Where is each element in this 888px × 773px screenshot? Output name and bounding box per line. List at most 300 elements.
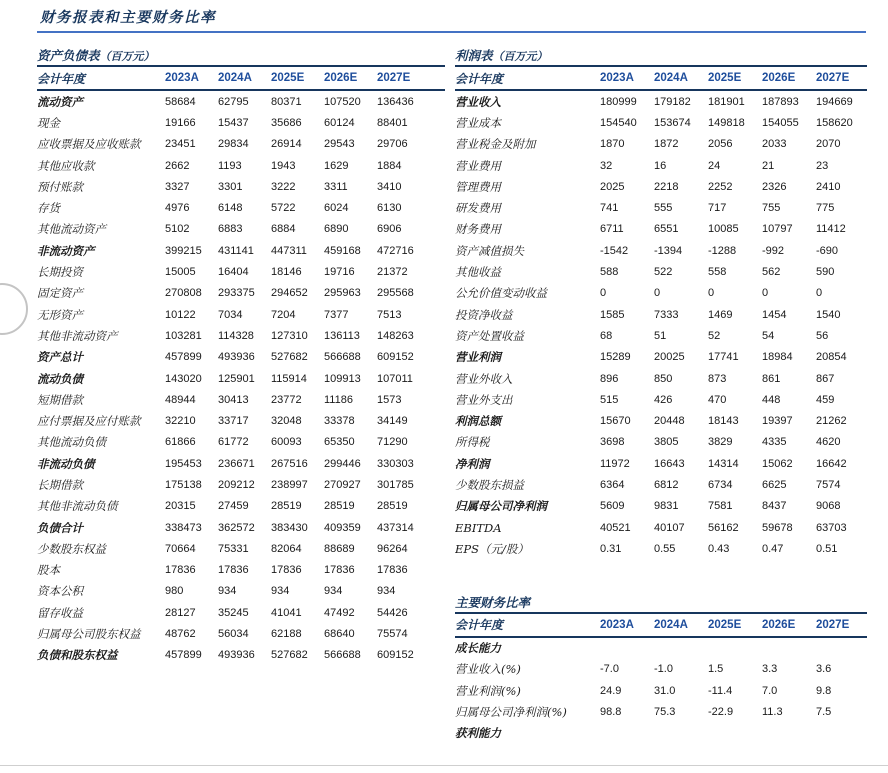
cell-value: 2662 [165, 159, 190, 172]
cell-value: 459 [816, 393, 835, 406]
financial-ratios-rows [455, 638, 867, 744]
row-label: 资产处置收益 [455, 328, 524, 343]
cell-value: 29543 [324, 138, 355, 151]
row-label: 留存收益 [37, 605, 83, 620]
cell-value: 1585 [600, 308, 625, 321]
cell-value: 238997 [271, 478, 308, 491]
row-label: 营业收入(%) [455, 662, 521, 677]
cell-value: 270808 [165, 287, 202, 300]
year-column-header: 2027E [816, 618, 850, 631]
cell-value: 136113 [324, 329, 360, 342]
cell-value: 934 [377, 585, 396, 598]
table-title-text: 主要财务比率 [455, 594, 531, 610]
cell-value: 7204 [271, 308, 296, 321]
cell-value: 4335 [762, 436, 787, 449]
cell-value: 18143 [708, 415, 739, 428]
cell-value: 6812 [654, 478, 679, 491]
cell-value: 51 [654, 329, 667, 342]
cell-value: 10085 [708, 223, 739, 236]
table-row [37, 602, 445, 623]
row-label: 流动资产 [37, 94, 83, 109]
cell-value: 187893 [762, 95, 799, 108]
cell-value: 861 [762, 372, 781, 385]
cell-value: 175138 [165, 478, 202, 491]
cell-value: 61866 [165, 436, 196, 449]
cell-value: 267516 [271, 457, 308, 470]
cell-value: 61772 [218, 436, 249, 449]
row-label: 归属母公司净利润 [455, 499, 547, 514]
cell-value: 17836 [165, 564, 196, 577]
financial-ratios-table [455, 593, 867, 744]
table-row [455, 304, 867, 325]
cell-value: 154055 [762, 116, 799, 129]
table-row [37, 155, 445, 176]
cell-value: 7581 [708, 500, 733, 513]
row-label: 资产减值损失 [455, 243, 524, 258]
cell-value: 31.0 [654, 684, 676, 697]
cell-value: 181901 [708, 95, 745, 108]
cell-value: 431141 [218, 244, 254, 257]
cell-value: 154540 [600, 116, 637, 129]
cell-value: 24 [708, 159, 721, 172]
cell-value: 11186 [324, 393, 353, 406]
year-column-header: 2024A [654, 618, 688, 631]
table-row [37, 283, 445, 304]
cell-value: 437314 [377, 521, 414, 534]
cell-value: 295963 [324, 287, 361, 300]
row-label: 应收票据及应收账款 [37, 137, 141, 152]
cell-value: 52 [708, 329, 721, 342]
cell-value: 399215 [165, 244, 202, 257]
cell-value: 873 [708, 372, 727, 385]
row-label: 投资净收益 [455, 307, 513, 322]
cell-value: 20448 [654, 415, 685, 428]
cell-value: 26914 [271, 138, 302, 151]
cell-value: 7333 [654, 308, 679, 321]
cell-value: 59678 [762, 521, 793, 534]
row-label: 无形资产 [37, 307, 83, 322]
cell-value: 1.5 [708, 663, 724, 676]
cell-value: 88689 [324, 542, 355, 555]
cell-value: 11972 [600, 457, 630, 470]
cell-value: 2033 [762, 138, 787, 151]
cell-value: 0.47 [762, 542, 784, 555]
cell-value: 527682 [271, 649, 308, 662]
table-row [37, 91, 445, 112]
year-column-header: 2024A [218, 72, 252, 84]
cell-value: 1573 [377, 393, 402, 406]
row-label: 营业利润 [455, 350, 501, 365]
cell-value: 6734 [708, 478, 733, 491]
cell-value: 295568 [377, 287, 414, 300]
cell-value: 56034 [218, 628, 249, 641]
cell-value: 6130 [377, 202, 402, 215]
cell-value: 447311 [271, 244, 307, 257]
cell-value: 0 [654, 287, 661, 300]
cell-value: 9831 [654, 500, 679, 513]
page-nav-button[interactable] [0, 283, 28, 335]
table-row [455, 91, 867, 112]
table-row [37, 197, 445, 218]
cell-value: 11412 [816, 223, 846, 236]
table-row [37, 410, 445, 431]
table-row [455, 701, 867, 722]
cell-value: 35686 [271, 116, 302, 129]
fiscal-year-label: 会计年度 [455, 71, 504, 86]
cell-value: 32210 [165, 415, 196, 428]
table-row [37, 581, 445, 602]
year-column-header: 2025E [271, 72, 305, 84]
cell-value: 41041 [271, 606, 302, 619]
cell-value: 1870 [600, 138, 625, 151]
table-row [455, 432, 867, 453]
page-title: 财务报表和主要财务比率 [40, 9, 216, 26]
cell-value: 19716 [324, 266, 355, 279]
cell-value: 6364 [600, 478, 625, 491]
cell-value: 58684 [165, 95, 196, 108]
cell-value: 236671 [218, 457, 255, 470]
year-column-header: 2024A [654, 72, 688, 84]
cell-value: 934 [324, 585, 343, 598]
cell-value: 3410 [377, 180, 402, 193]
cell-value: 1872 [654, 138, 679, 151]
cell-value: 17836 [271, 564, 302, 577]
cell-value: 27459 [218, 500, 249, 513]
cell-value: 21372 [377, 266, 408, 279]
cell-value: 179182 [654, 95, 691, 108]
cell-value: 934 [218, 585, 237, 598]
cell-value: 6890 [324, 223, 349, 236]
cell-value: 1540 [816, 308, 841, 321]
cell-value: 68640 [324, 628, 355, 641]
table-row [455, 240, 867, 261]
income-statement-header [455, 67, 867, 91]
cell-value: 515 [600, 393, 619, 406]
cell-value: 0 [600, 287, 607, 300]
balance-sheet-title [37, 46, 445, 67]
cell-value: 16643 [654, 457, 685, 470]
cell-value: 17741 [708, 351, 739, 364]
table-row [37, 347, 445, 368]
cell-value: 40107 [654, 521, 685, 534]
cell-value: 299446 [324, 457, 361, 470]
cell-value: 493936 [218, 351, 255, 364]
cell-value: 3.3 [762, 663, 778, 676]
cell-value: -7.0 [600, 663, 619, 676]
cell-value: 18146 [271, 266, 302, 279]
cell-value: 2070 [816, 138, 841, 151]
row-label: 预付账款 [37, 179, 83, 194]
cell-value: 6884 [271, 223, 296, 236]
cell-value: 3327 [165, 180, 190, 193]
cell-value: 60093 [271, 436, 302, 449]
cell-value: 562 [762, 266, 781, 279]
row-label: 应付票据及应付账款 [37, 414, 141, 429]
row-label: 长期借款 [37, 477, 83, 492]
row-label: 营业税金及附加 [455, 137, 536, 152]
cell-value: 590 [816, 266, 835, 279]
cell-value: -1.0 [654, 663, 673, 676]
cell-value: 107011 [377, 372, 413, 385]
cell-value: 32 [600, 159, 613, 172]
year-column-header: 2025E [708, 72, 742, 84]
cell-value: 20854 [816, 351, 847, 364]
row-label: 流动负债 [37, 371, 83, 386]
cell-value: 9068 [816, 500, 841, 513]
balance-sheet-rows [37, 91, 445, 666]
row-label: 其他收益 [455, 265, 501, 280]
cell-value: 5609 [600, 500, 625, 513]
row-label: 固定资产 [37, 286, 83, 301]
cell-value: 459168 [324, 244, 361, 257]
table-row [455, 517, 867, 538]
table-row [455, 325, 867, 346]
row-label: 其他流动资产 [37, 222, 106, 237]
table-row [455, 659, 867, 680]
cell-value: 1193 [218, 159, 242, 172]
cell-value: 16404 [218, 266, 249, 279]
cell-value: 294652 [271, 287, 308, 300]
row-label: 少数股东权益 [37, 541, 106, 556]
cell-value: 3311 [324, 180, 348, 193]
cell-value: 115914 [271, 372, 307, 385]
cell-value: 7.5 [816, 706, 832, 719]
cell-value: 0 [816, 287, 823, 300]
table-row [455, 261, 867, 282]
cell-value: 0.55 [654, 542, 676, 555]
row-label: 资产总计 [37, 350, 83, 365]
row-label: 股本 [37, 563, 60, 578]
row-label: EBITDA [455, 520, 502, 535]
cell-value: 293375 [218, 287, 255, 300]
table-row [37, 112, 445, 133]
cell-value: 56162 [708, 521, 739, 534]
cell-value: 17836 [218, 564, 249, 577]
year-column-header: 2026E [324, 72, 358, 84]
table-title-text: 资产负债表 [37, 48, 100, 63]
cell-value: 493936 [218, 649, 255, 662]
cell-value: 48944 [165, 393, 196, 406]
cell-value: 23772 [271, 393, 302, 406]
row-label: 现金 [37, 115, 60, 130]
row-label: 营业成本 [455, 115, 501, 130]
cell-value: 40521 [600, 521, 631, 534]
cell-value: -1288 [708, 244, 737, 257]
balance-sheet-header [37, 67, 445, 91]
cell-value: 338473 [165, 521, 202, 534]
cell-value: 136436 [377, 95, 414, 108]
cell-value: 566688 [324, 649, 361, 662]
row-label: 其他非流动资产 [37, 328, 118, 343]
cell-value: -11.4 [708, 684, 733, 697]
cell-value: 0.43 [708, 542, 730, 555]
cell-value: 6024 [324, 202, 349, 215]
row-label: 归属母公司股东权益 [37, 627, 141, 642]
cell-value: 71290 [377, 436, 408, 449]
cell-value: 17836 [324, 564, 355, 577]
cell-value: 6625 [762, 478, 787, 491]
cell-value: 70664 [165, 542, 196, 555]
table-row [37, 623, 445, 644]
cell-value: 20315 [165, 500, 196, 513]
cell-value: 448 [762, 393, 781, 406]
cell-value: 62795 [218, 95, 249, 108]
cell-value: 7513 [377, 308, 402, 321]
cell-value: 14314 [708, 457, 739, 470]
cell-value: 62188 [271, 628, 302, 641]
cell-value: 28519 [377, 500, 408, 513]
cell-value: 32048 [271, 415, 302, 428]
cell-value: 54 [762, 329, 775, 342]
table-row [455, 389, 867, 410]
cell-value: 68 [600, 329, 613, 342]
cell-value: 10797 [762, 223, 793, 236]
row-label: 成长能力 [455, 641, 501, 656]
table-row [455, 680, 867, 701]
cell-value: 6906 [377, 223, 402, 236]
cell-value: 7034 [218, 308, 243, 321]
cell-value: 934 [271, 585, 290, 598]
table-unit-text: （百万元） [492, 50, 548, 63]
cell-value: 1884 [377, 159, 402, 172]
cell-value: 1629 [324, 159, 349, 172]
table-row [37, 325, 445, 346]
table-row [37, 560, 445, 581]
table-row [455, 347, 867, 368]
cell-value: 470 [708, 393, 727, 406]
cell-value: 896 [600, 372, 619, 385]
cell-value: 3.6 [816, 663, 832, 676]
cell-value: 30413 [218, 393, 249, 406]
table-row [455, 474, 867, 495]
table-row [455, 723, 867, 744]
cell-value: 2326 [762, 180, 787, 193]
row-label: 负债合计 [37, 520, 83, 535]
table-row [37, 219, 445, 240]
financial-ratios-title [455, 593, 867, 614]
cell-value: 1943 [271, 159, 296, 172]
cell-value: 15670 [600, 415, 631, 428]
cell-value: 775 [816, 202, 835, 215]
cell-value: 10122 [165, 308, 196, 321]
cell-value: 75331 [218, 542, 249, 555]
table-row [455, 538, 867, 559]
row-label: 负债和股东权益 [37, 648, 118, 663]
cell-value: 29706 [377, 138, 408, 151]
row-label: 其他非流动负债 [37, 499, 118, 514]
cell-value: 555 [654, 202, 673, 215]
cell-value: 0.31 [600, 542, 622, 555]
cell-value: 2410 [816, 180, 841, 193]
year-column-header: 2023A [600, 72, 634, 84]
row-label: 归属母公司净利润(%) [455, 705, 567, 720]
year-column-header: 2025E [708, 618, 742, 631]
cell-value: 153674 [654, 116, 691, 129]
table-unit-text: （百万元） [99, 50, 155, 63]
cell-value: 17836 [377, 564, 408, 577]
cell-value: 15005 [165, 266, 196, 279]
table-row [37, 496, 445, 517]
cell-value: 109913 [324, 372, 361, 385]
cell-value: 75.3 [654, 706, 676, 719]
cell-value: 609152 [377, 649, 414, 662]
cell-value: 566688 [324, 351, 361, 364]
page-bottom-divider [0, 765, 888, 766]
cell-value: 158620 [816, 116, 853, 129]
table-row [37, 432, 445, 453]
row-label: 非流动资产 [37, 243, 95, 258]
table-row [37, 176, 445, 197]
table-row [37, 538, 445, 559]
cell-value: 301785 [377, 478, 414, 491]
cell-value: 96264 [377, 542, 408, 555]
cell-value: 2025 [600, 180, 625, 193]
row-label: 其他流动负债 [37, 435, 106, 450]
year-column-header: 2023A [165, 72, 199, 84]
row-label: 营业利润(%) [455, 683, 521, 698]
row-label: 其他应收款 [37, 158, 95, 173]
cell-value: 457899 [165, 351, 202, 364]
table-row [37, 474, 445, 495]
table-row [455, 410, 867, 431]
cell-value: 5102 [165, 223, 190, 236]
row-label: 所得税 [455, 435, 490, 450]
cell-value: 457899 [165, 649, 202, 662]
cell-value: 980 [165, 585, 184, 598]
cell-value: 330303 [377, 457, 414, 470]
table-row [455, 453, 867, 474]
cell-value: 114328 [218, 329, 254, 342]
cell-value: 107520 [324, 95, 361, 108]
financial-ratios-header [455, 614, 867, 638]
year-column-header: 2027E [816, 72, 850, 84]
cell-value: 127310 [271, 329, 308, 342]
cell-value: 34149 [377, 415, 408, 428]
cell-value: 609152 [377, 351, 414, 364]
cell-value: 0.51 [816, 542, 838, 555]
cell-value: 98.8 [600, 706, 622, 719]
cell-value: 48762 [165, 628, 196, 641]
fiscal-year-label: 会计年度 [455, 618, 504, 633]
table-row [37, 261, 445, 282]
cell-value: 88401 [377, 116, 408, 129]
table-row [37, 368, 445, 389]
cell-value: 717 [708, 202, 727, 215]
cell-value: 0 [762, 287, 769, 300]
income-statement-title [455, 46, 867, 67]
row-label: 长期投资 [37, 265, 83, 280]
cell-value: 362572 [218, 521, 255, 534]
title-divider [37, 31, 866, 33]
cell-value: -22.9 [708, 706, 734, 719]
row-label: 营业收入 [455, 94, 501, 109]
cell-value: 21 [762, 159, 775, 172]
income-statement-table [455, 46, 867, 560]
cell-value: 16642 [816, 457, 847, 470]
cell-value: 522 [654, 266, 673, 279]
cell-value: 5722 [271, 202, 296, 215]
cell-value: 82064 [271, 542, 302, 555]
cell-value: -690 [816, 244, 839, 257]
row-label: 非流动负债 [37, 456, 95, 471]
row-label: 研发费用 [455, 201, 501, 216]
cell-value: 19397 [762, 415, 793, 428]
cell-value: 7574 [816, 478, 841, 491]
row-label: 少数股东损益 [455, 477, 524, 492]
cell-value: 125901 [218, 372, 255, 385]
cell-value: 63703 [816, 521, 847, 534]
row-label: 营业外支出 [455, 392, 513, 407]
